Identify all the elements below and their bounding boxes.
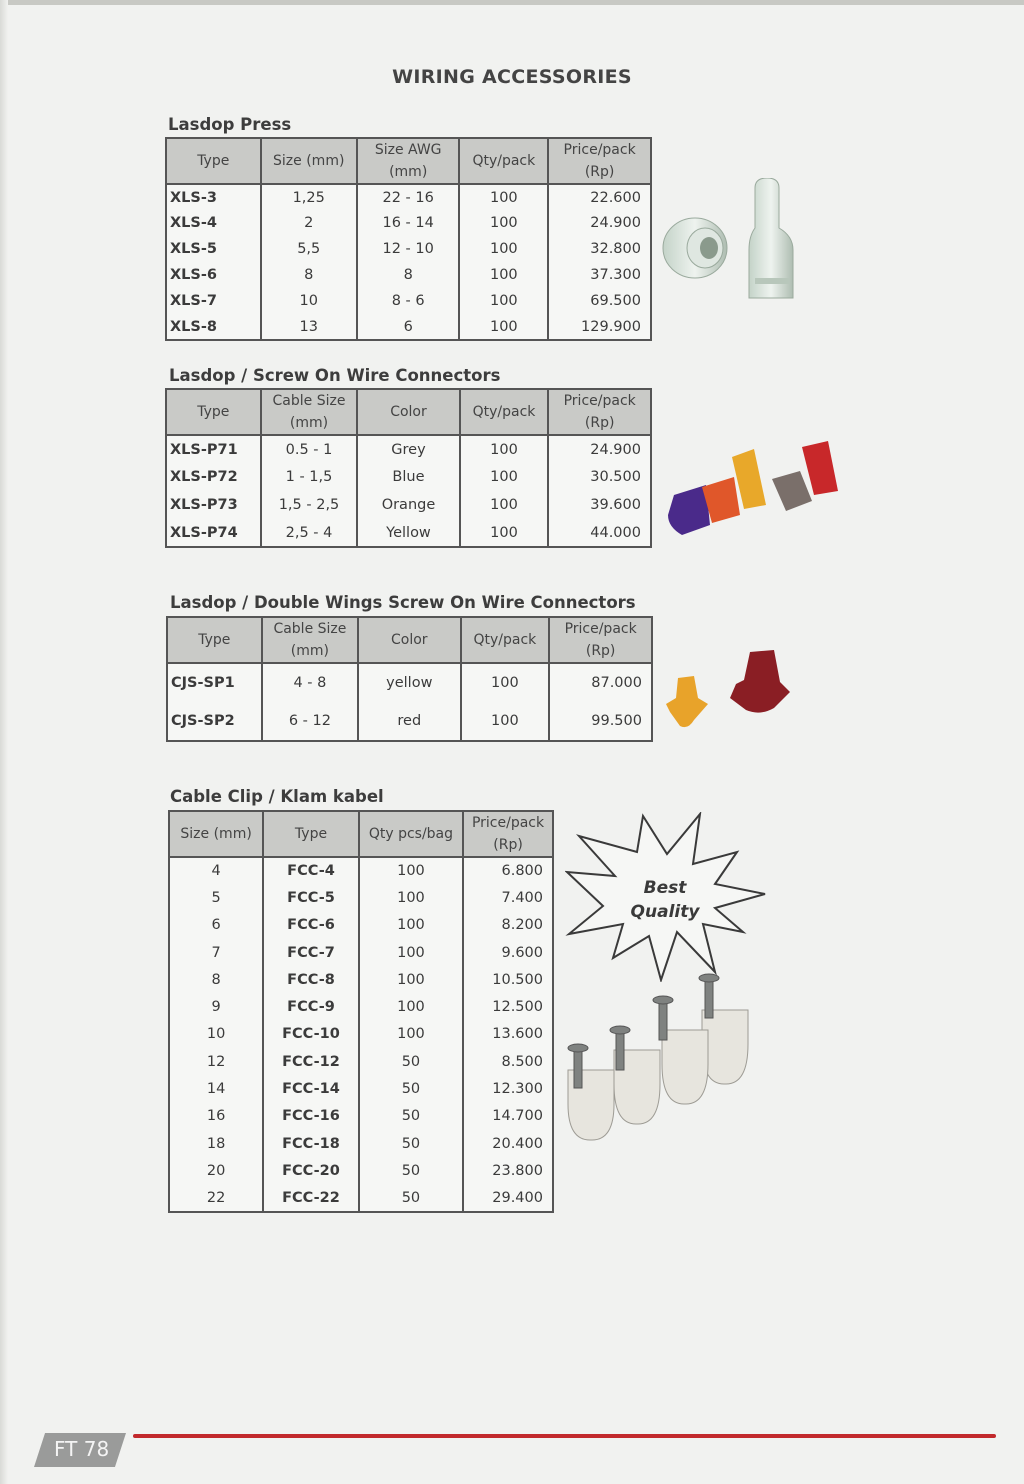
- table-cell: 6: [357, 314, 460, 340]
- table-cell: 8.500: [463, 1048, 553, 1075]
- table-cell: FCC-12: [263, 1048, 359, 1075]
- page-top-edge: [0, 0, 1024, 5]
- table-cell: XLS-P71: [166, 435, 261, 463]
- table-cell: 12.300: [463, 1075, 553, 1102]
- table-header-row: [166, 138, 651, 184]
- badge-quality-text: Quality: [630, 902, 700, 922]
- table-cell: 4: [169, 857, 263, 884]
- table-row: [169, 912, 553, 939]
- column-header: Price/pack (Rp): [548, 138, 651, 184]
- table-cell: FCC-16: [263, 1103, 359, 1130]
- table-cell: 100: [359, 993, 463, 1020]
- table-cell: yellow: [358, 663, 460, 702]
- table-row: [166, 262, 651, 288]
- table-row: [166, 519, 651, 547]
- page-title: WIRING ACCESSORIES: [392, 66, 632, 88]
- table-cell: 24.900: [548, 435, 651, 463]
- table-cell: 8.200: [463, 912, 553, 939]
- table-cell: CJS-SP1: [167, 663, 262, 702]
- section-title-lasdop-press: Lasdop Press: [168, 115, 292, 134]
- table-row: [169, 857, 553, 884]
- table-cell: FCC-6: [263, 912, 359, 939]
- footer-rule: [133, 1434, 996, 1438]
- table-cell: XLS-3: [166, 184, 261, 210]
- table-row: [166, 288, 651, 314]
- table-cell: 4 - 8: [262, 663, 358, 702]
- table-cell: 12: [169, 1048, 263, 1075]
- column-header: Cable Size (mm): [262, 617, 358, 663]
- table-cell: 13: [261, 314, 357, 340]
- table-row: [166, 491, 651, 519]
- table-cell: 50: [359, 1103, 463, 1130]
- table-cell: 129.900: [548, 314, 651, 340]
- table-cell: 9: [169, 993, 263, 1020]
- table-cell: 100: [461, 663, 550, 702]
- table-cell: 50: [359, 1130, 463, 1157]
- table-row: [166, 184, 651, 210]
- table-cell: 39.600: [548, 491, 651, 519]
- table-row: [169, 939, 553, 966]
- table-row: [166, 210, 651, 236]
- table-cell: 6: [169, 912, 263, 939]
- table-cell: 69.500: [548, 288, 651, 314]
- table-cell: 100: [359, 939, 463, 966]
- table-row: [169, 1103, 553, 1130]
- section-title-screw-on: Lasdop / Screw On Wire Connectors: [169, 366, 501, 385]
- column-header: Qty pcs/bag: [359, 811, 463, 857]
- table-cell: XLS-8: [166, 314, 261, 340]
- table-cell: FCC-5: [263, 884, 359, 911]
- table-cell: FCC-18: [263, 1130, 359, 1157]
- table-cell: XLS-P72: [166, 463, 261, 491]
- table-cell: 30.500: [548, 463, 651, 491]
- table-cell: 100: [460, 491, 549, 519]
- table-cell: Orange: [357, 491, 459, 519]
- table-cell: 100: [359, 1021, 463, 1048]
- double-wings-image: [664, 648, 794, 734]
- table-cell: 100: [359, 966, 463, 993]
- table-cell: FCC-9: [263, 993, 359, 1020]
- column-header: Size (mm): [261, 138, 357, 184]
- table-cell: 44.000: [548, 519, 651, 547]
- cable-clips-image: [562, 970, 777, 1145]
- table-cell: 2: [261, 210, 357, 236]
- table-cell: XLS-5: [166, 236, 261, 262]
- badge-best-text: Best: [643, 878, 687, 898]
- column-header: Size AWG (mm): [357, 138, 460, 184]
- table-header-row: [167, 617, 652, 663]
- table-cell: 22.600: [548, 184, 651, 210]
- table-cell: XLS-4: [166, 210, 261, 236]
- table-row: [167, 702, 652, 741]
- table-cell: 50: [359, 1048, 463, 1075]
- table-cell: 0.5 - 1: [261, 435, 358, 463]
- table-row: [169, 993, 553, 1020]
- screw-on-table: [165, 388, 652, 548]
- column-header: Type: [167, 617, 262, 663]
- table-cell: 13.600: [463, 1021, 553, 1048]
- table-cell: FCC-10: [263, 1021, 359, 1048]
- table-row: [166, 314, 651, 340]
- table-cell: 100: [460, 463, 549, 491]
- table-cell: 12 - 10: [357, 236, 460, 262]
- table-cell: 100: [460, 435, 549, 463]
- section-title-cable-clip: Cable Clip / Klam kabel: [170, 787, 384, 806]
- table-cell: 100: [459, 210, 548, 236]
- table-cell: FCC-7: [263, 939, 359, 966]
- table-cell: FCC-8: [263, 966, 359, 993]
- table-cell: 50: [359, 1185, 463, 1212]
- section-title-double-wings: Lasdop / Double Wings Screw On Wire Connectors: [170, 593, 636, 612]
- table-cell: 2,5 - 4: [261, 519, 358, 547]
- table-cell: 16 - 14: [357, 210, 460, 236]
- table-row: [169, 1130, 553, 1157]
- table-cell: 100: [359, 884, 463, 911]
- table-cell: 16: [169, 1103, 263, 1130]
- table-cell: Blue: [357, 463, 459, 491]
- table-cell: 23.800: [463, 1157, 553, 1184]
- column-header: Qty/pack: [460, 389, 549, 435]
- table-cell: 20.400: [463, 1130, 553, 1157]
- double-wings-table: [166, 616, 653, 742]
- page-number-label: FT 78: [54, 1437, 110, 1461]
- table-cell: 1,25: [261, 184, 357, 210]
- table-cell: 9.600: [463, 939, 553, 966]
- table-cell: 8: [261, 262, 357, 288]
- table-row: [169, 1021, 553, 1048]
- column-header: Price/pack (Rp): [549, 617, 652, 663]
- table-row: [169, 1048, 553, 1075]
- table-cell: XLS-6: [166, 262, 261, 288]
- lasdop-press-image: [655, 178, 815, 308]
- table-cell: 1,5 - 2,5: [261, 491, 358, 519]
- table-header-row: [169, 811, 553, 857]
- table-cell: 100: [459, 184, 548, 210]
- column-header: Cable Size (mm): [261, 389, 358, 435]
- table-cell: Grey: [357, 435, 459, 463]
- table-cell: FCC-20: [263, 1157, 359, 1184]
- table-cell: CJS-SP2: [167, 702, 262, 741]
- column-header: Color: [357, 389, 459, 435]
- table-cell: 5,5: [261, 236, 357, 262]
- table-cell: 7.400: [463, 884, 553, 911]
- lasdop-press-table: [165, 137, 652, 341]
- table-cell: 10: [169, 1021, 263, 1048]
- table-row: [166, 435, 651, 463]
- table-cell: red: [358, 702, 460, 741]
- column-header: Size (mm): [169, 811, 263, 857]
- table-row: [169, 966, 553, 993]
- table-cell: FCC-22: [263, 1185, 359, 1212]
- cable-clip-table: [168, 810, 554, 1213]
- table-cell: 22 - 16: [357, 184, 460, 210]
- table-cell: 50: [359, 1157, 463, 1184]
- table-cell: 100: [459, 236, 548, 262]
- table-cell: Yellow: [357, 519, 459, 547]
- column-header: Price/pack (Rp): [548, 389, 651, 435]
- table-cell: 22: [169, 1185, 263, 1212]
- table-cell: 5: [169, 884, 263, 911]
- table-row: [166, 463, 651, 491]
- table-cell: 37.300: [548, 262, 651, 288]
- column-header: Qty/pack: [461, 617, 550, 663]
- table-cell: 12.500: [463, 993, 553, 1020]
- table-cell: 1 - 1,5: [261, 463, 358, 491]
- table-row: [169, 1075, 553, 1102]
- table-cell: 18: [169, 1130, 263, 1157]
- table-cell: 100: [460, 519, 549, 547]
- table-cell: XLS-7: [166, 288, 261, 314]
- table-cell: 100: [359, 912, 463, 939]
- table-cell: 29.400: [463, 1185, 553, 1212]
- table-cell: 10: [261, 288, 357, 314]
- column-header: Type: [166, 389, 261, 435]
- table-row: [169, 1157, 553, 1184]
- table-cell: FCC-14: [263, 1075, 359, 1102]
- table-cell: 50: [359, 1075, 463, 1102]
- table-cell: FCC-4: [263, 857, 359, 884]
- table-cell: 100: [459, 314, 548, 340]
- table-row: [167, 663, 652, 702]
- table-cell: 87.000: [549, 663, 652, 702]
- table-cell: XLS-P74: [166, 519, 261, 547]
- table-cell: 6.800: [463, 857, 553, 884]
- table-cell: 100: [459, 262, 548, 288]
- table-cell: 6 - 12: [262, 702, 358, 741]
- table-row: [169, 1185, 553, 1212]
- table-cell: 100: [461, 702, 550, 741]
- table-cell: XLS-P73: [166, 491, 261, 519]
- table-cell: 14: [169, 1075, 263, 1102]
- column-header: Color: [358, 617, 460, 663]
- table-cell: 10.500: [463, 966, 553, 993]
- table-cell: 8: [357, 262, 460, 288]
- table-cell: 14.700: [463, 1103, 553, 1130]
- table-cell: 100: [459, 288, 548, 314]
- page-side-shadow: [0, 0, 8, 1484]
- table-cell: 100: [359, 857, 463, 884]
- table-cell: 24.900: [548, 210, 651, 236]
- column-header: Price/pack (Rp): [463, 811, 553, 857]
- table-row: [169, 884, 553, 911]
- table-cell: 8: [169, 966, 263, 993]
- column-header: Type: [263, 811, 359, 857]
- table-cell: 32.800: [548, 236, 651, 262]
- table-row: [166, 236, 651, 262]
- table-cell: 8 - 6: [357, 288, 460, 314]
- table-cell: 20: [169, 1157, 263, 1184]
- column-header: Type: [166, 138, 261, 184]
- table-cell: 99.500: [549, 702, 652, 741]
- table-cell: 7: [169, 939, 263, 966]
- column-header: Qty/pack: [459, 138, 548, 184]
- screw-on-connectors-image: [662, 435, 857, 545]
- table-header-row: [166, 389, 651, 435]
